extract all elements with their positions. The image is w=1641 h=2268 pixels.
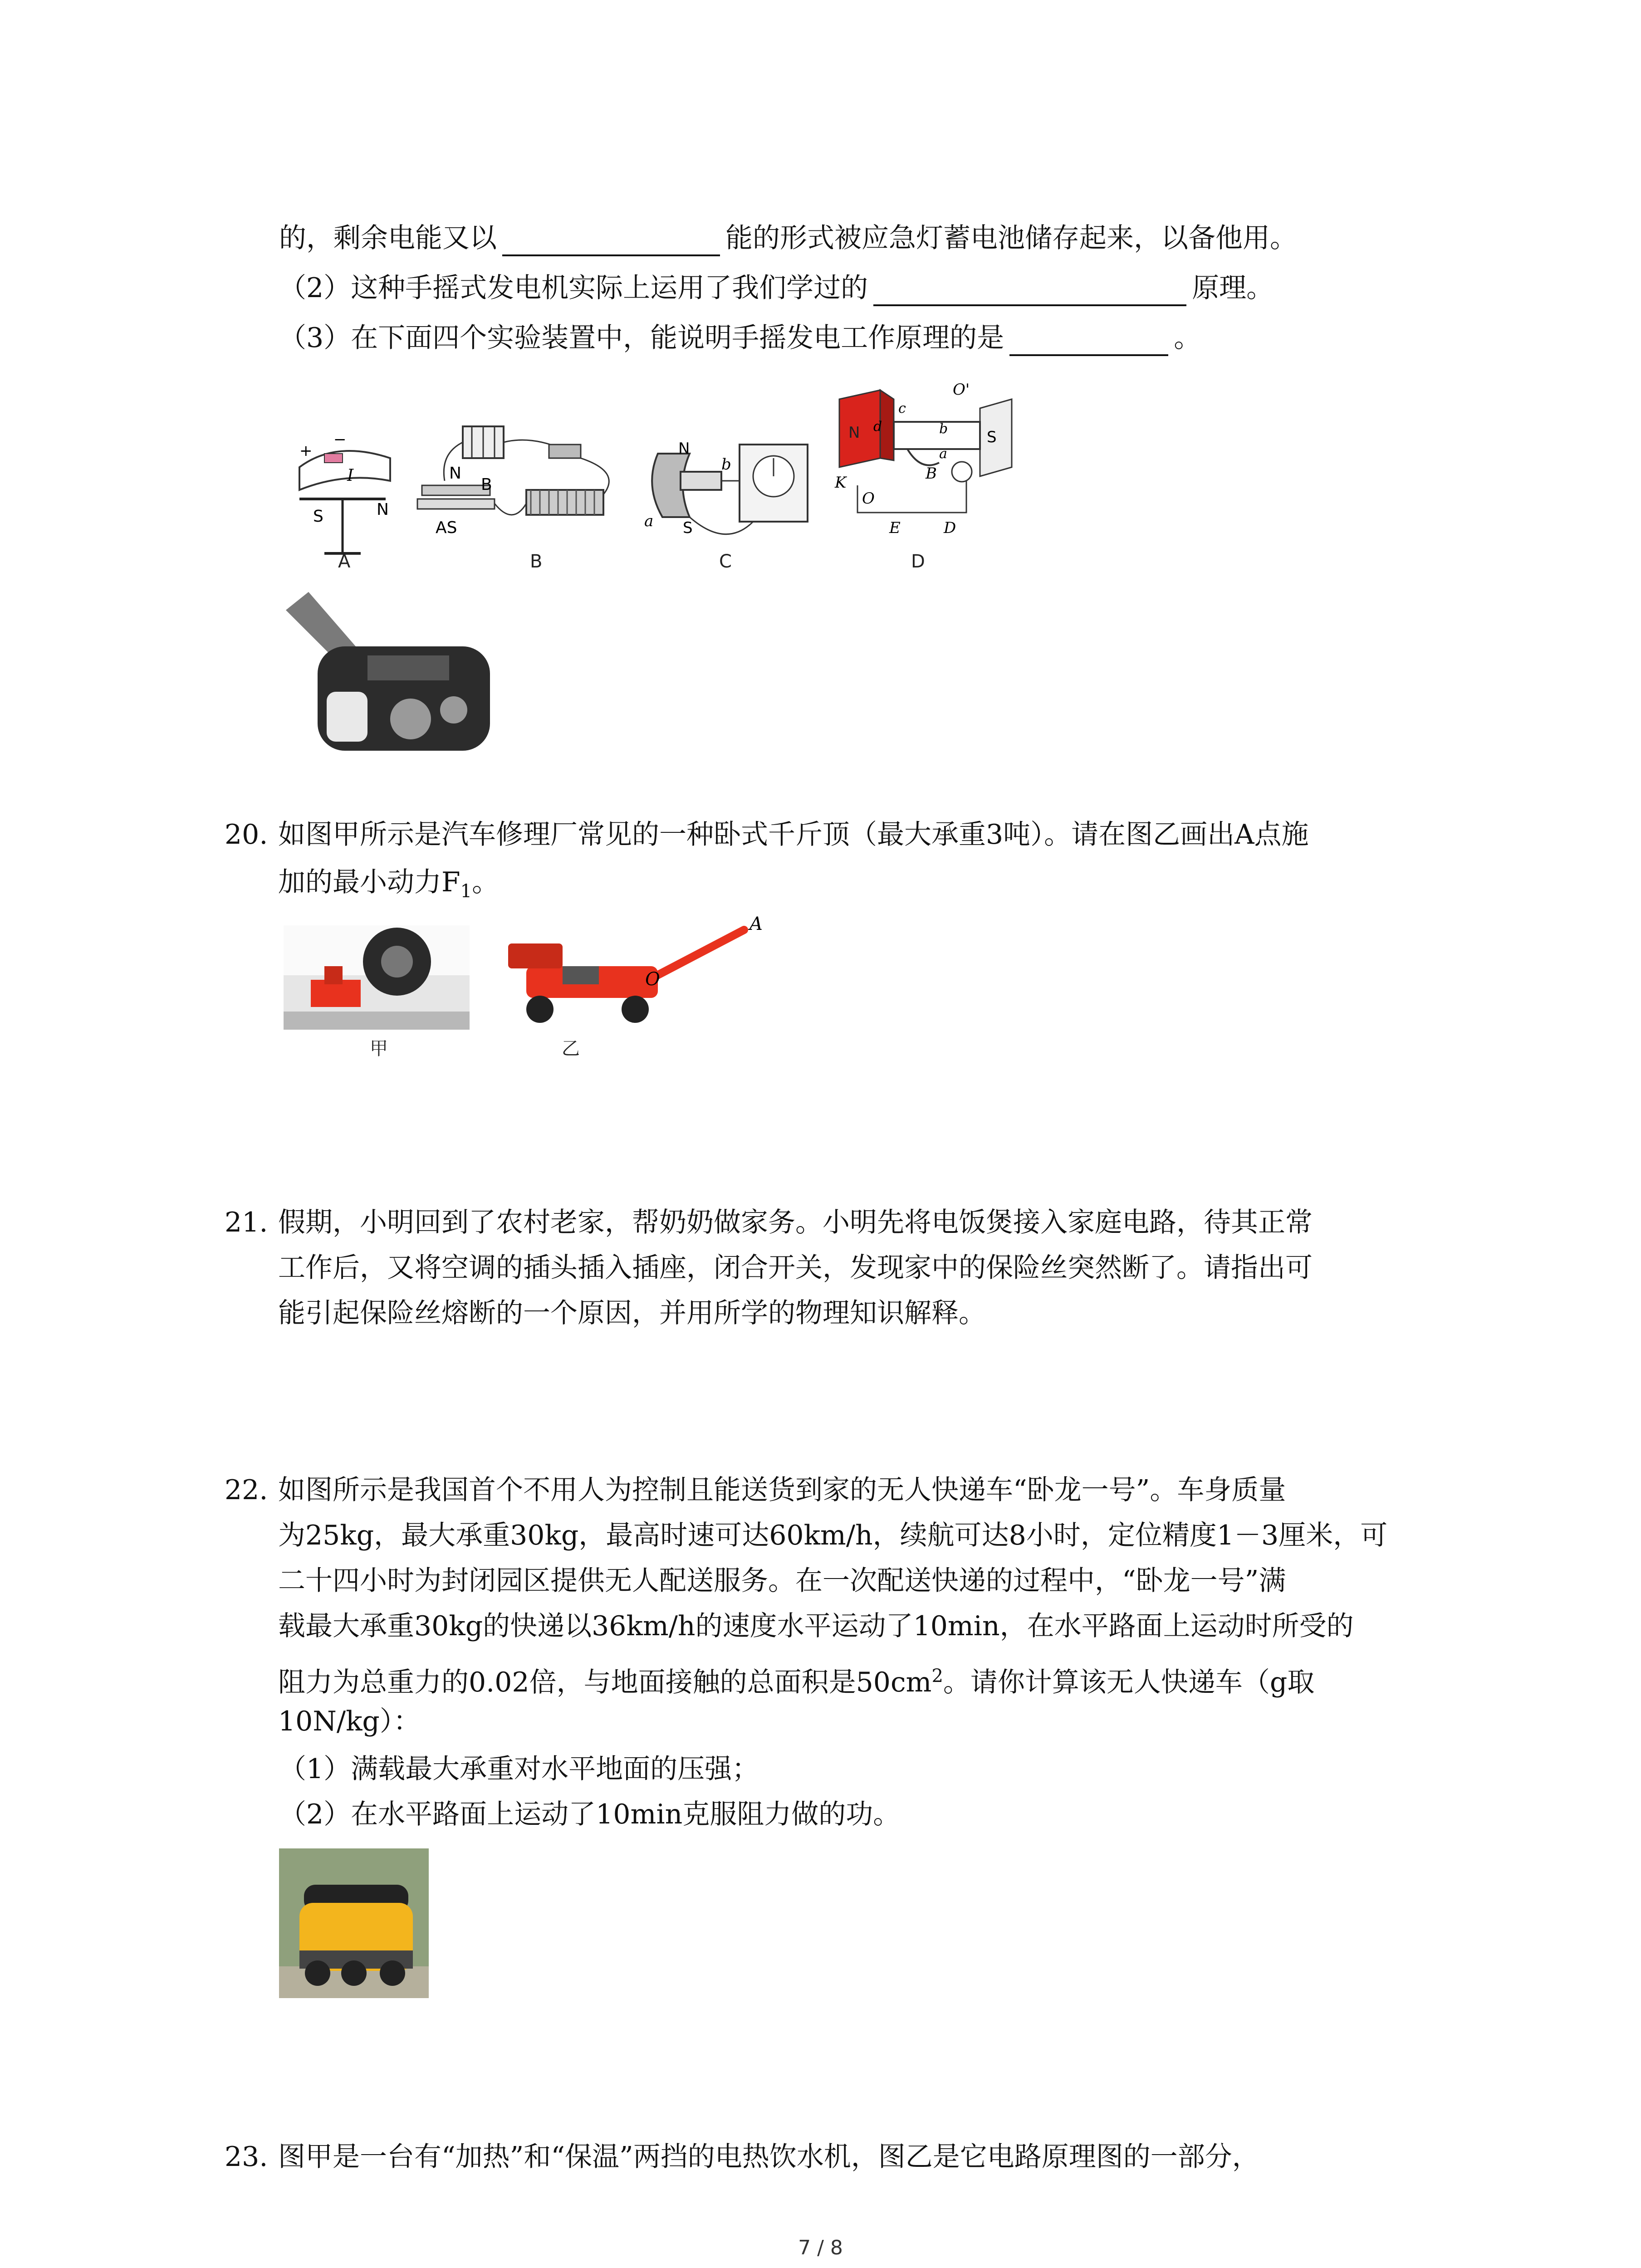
fig-a-N: N: [377, 500, 389, 519]
q22-line6: 10N/kg）：: [278, 1706, 421, 1737]
q20-line1: 20. 如图甲所示是汽车修理厂常见的一种卧式千斤顶（最大承重3吨）。请在图乙画出A点施: [225, 819, 1309, 850]
fig-d-O: O: [862, 489, 875, 508]
q19-line1: 的，剩余电能又以 能的形式被应急灯蓄电池储存起来，以备他用。: [279, 220, 1297, 256]
q22-line1: 22. 如图所示是我国首个不用人为控制且能送货到家的无人快递车“卧龙一号”。车身质量: [225, 1474, 1286, 1506]
hand-crank-radio-photo: [277, 583, 499, 760]
q22-line2: 为25kg，最大承重30kg，最高时速可达60km/h，续航可达8小时，定位精度1－3厘米，可: [278, 1520, 1388, 1551]
fig-c-a: a: [644, 512, 654, 530]
fig-d-K: K: [835, 474, 847, 492]
q19-line2: （2）这种手摇式发电机实际上运用了我们学过的 原理。: [279, 270, 1274, 306]
fig-d-B: B: [926, 464, 937, 483]
caption-jia: 甲: [370, 1038, 388, 1059]
fig-c-S: S: [683, 519, 693, 537]
caption-yi: 乙: [562, 1038, 580, 1059]
fig-a-I: I: [347, 466, 354, 485]
fig-c-N: N: [678, 440, 690, 458]
fig-b-N: N: [449, 464, 461, 483]
q22-line5: 阻力为总重力的0.02倍，与地面接触的总面积是$50cm^2$。请你计算该无人快递车（g取: [278, 1666, 1315, 1698]
q22-line4: 载最大承重30kg的快递以36km/h的速度水平运动了10min，在水平路面上运动时所受的: [278, 1610, 1354, 1642]
fig-d-c: c: [898, 401, 906, 416]
q22-sub1: （1）满载最大承重对水平地面的压强；: [279, 1753, 759, 1785]
jack-photo-jia: [284, 925, 470, 1030]
delivery-robot-photo: [279, 1848, 429, 1998]
fig-d-N: N: [848, 424, 860, 442]
answer-blank-2[interactable]: [873, 276, 1186, 306]
pivot-O-label: O: [645, 969, 660, 990]
fig-d-a: a: [939, 446, 947, 462]
fig-a-minus: −: [333, 431, 347, 449]
fig-label-d: D: [911, 551, 925, 572]
fig-label-a: A: [338, 551, 351, 572]
fig-b-B: B: [481, 475, 492, 494]
q20-line2: 加的最小动力$F_1$。: [278, 866, 500, 902]
jack-diagram-yi: [490, 912, 780, 1030]
point-A-label: A: [749, 914, 763, 934]
q21-line3: 能引起保险丝熔断的一个原因，并用所学的物理知识解释。: [278, 1297, 986, 1329]
fig-d-d: d: [873, 419, 882, 435]
figure-d-generator: [830, 381, 1021, 549]
fig-d-O1: O': [953, 381, 970, 399]
fig-b-AS: AS: [436, 518, 457, 537]
fig-label-b: B: [530, 551, 543, 572]
fig-d-E: E: [889, 519, 901, 537]
fig-c-b: b: [721, 455, 731, 474]
figure-b-electromagnet: [413, 417, 635, 553]
fig-label-c: C: [719, 551, 732, 572]
q23-line1: 23. 图甲是一台有“加热”和“保温”两挡的电热饮水机，图乙是它电路原理图的一部分，: [225, 2141, 1259, 2173]
figure-c-induction: [635, 431, 817, 558]
fig-d-D: D: [944, 519, 956, 537]
q21-line1: 21. 假期，小明回到了农村老家，帮奶奶做家务。小明先将电饭煲接入家庭电路，待其正常: [225, 1207, 1313, 1238]
answer-blank-3[interactable]: [1009, 326, 1168, 356]
q22-sub2: （2）在水平路面上运动了10min克服阻力做的功。: [279, 1799, 901, 1830]
answer-blank-1[interactable]: [502, 226, 720, 256]
q19-line3: （3）在下面四个实验装置中，能说明手摇发电工作原理的是 。: [279, 320, 1201, 356]
fig-d-S: S: [987, 428, 997, 446]
fig-a-S: S: [313, 507, 323, 526]
fig-d-b: b: [939, 421, 948, 437]
q22-line3: 二十四小时为封闭园区提供无人配送服务。在一次配送快递的过程中，“卧龙一号”满: [278, 1565, 1286, 1597]
page-number: 7 / 8: [798, 2236, 843, 2259]
fig-a-plus: +: [299, 442, 313, 460]
q21-line2: 工作后，又将空调的插头插入插座，闭合开关，发现家中的保险丝突然断了。请指出可: [278, 1252, 1313, 1284]
